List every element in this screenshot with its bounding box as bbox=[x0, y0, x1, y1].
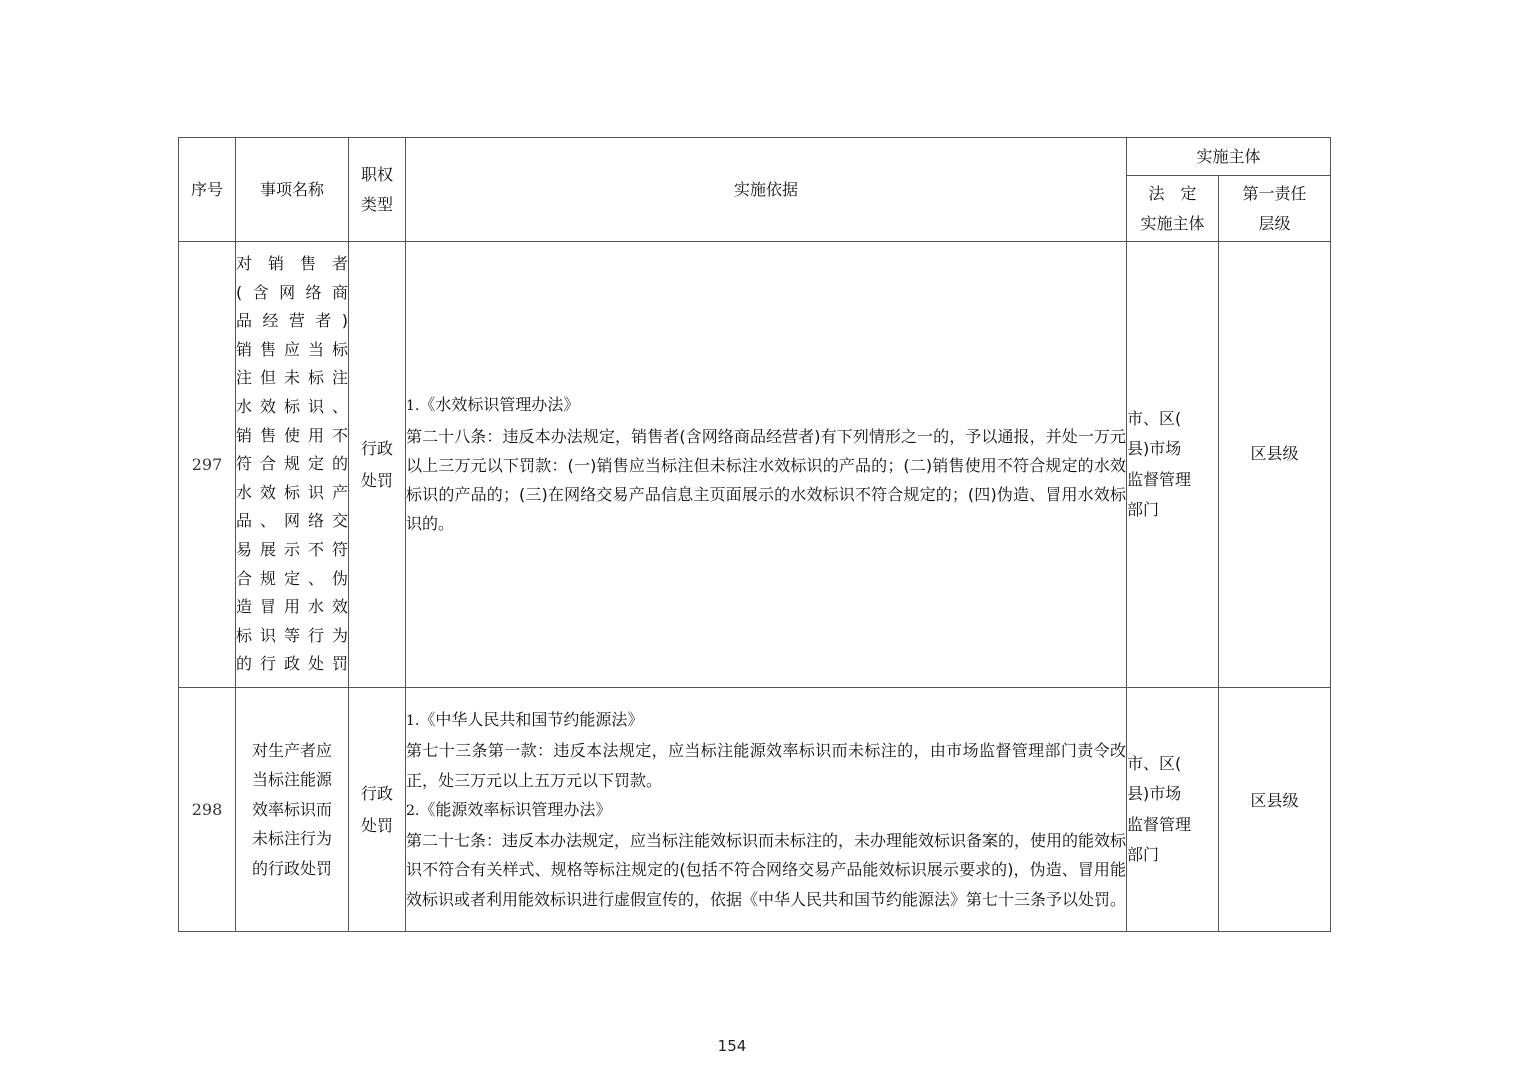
enforcement-items-table bbox=[178, 137, 1331, 932]
authority-type-line: 处罚 bbox=[360, 470, 393, 490]
item-name-line: 水效标识产 bbox=[236, 482, 348, 502]
legal-subject-line: 部门 bbox=[1127, 845, 1160, 864]
item-name-line: 效率标识而 bbox=[251, 799, 332, 819]
row-item-name bbox=[236, 688, 349, 932]
header-legal-subject-line2: 实施主体 bbox=[1140, 213, 1205, 233]
row-legal-basis bbox=[406, 688, 1127, 932]
header-level bbox=[1219, 176, 1331, 242]
header-level-line1: 第一责任 bbox=[1242, 183, 1307, 203]
legal-subject-line: 县)市场 bbox=[1127, 439, 1182, 458]
item-name-line: (含网络商 bbox=[236, 282, 348, 302]
item-name-line: 符合规定的 bbox=[236, 454, 348, 474]
basis-article-text: 第二十七条：违反本办法规定，应当标注能效标识而未标注的，未办理能效标识备案的，使用的能效标识不符合有关样式、规格等标注规定的(包括不符合网络交易产品能效标识展示要求的)，伪造、冒用能效标识或者利用能效标识进行虚假宣传的，依据《中华人民共和国节约能源法》第七十三条予以处罚。 bbox=[406, 831, 1127, 909]
item-name-line: 对生产者应 bbox=[251, 740, 332, 760]
item-name-line: 造冒用水效 bbox=[236, 597, 348, 617]
responsibility-level-text: 区县级 bbox=[1250, 791, 1299, 810]
item-name-line: 的行政处罚 bbox=[251, 858, 332, 878]
row-responsibility-level bbox=[1219, 242, 1331, 688]
responsibility-level-text: 区县级 bbox=[1250, 444, 1299, 463]
header-basis: 实施依据 bbox=[406, 138, 1127, 242]
page-number: 154 bbox=[717, 1037, 747, 1055]
row-legal-subject bbox=[1127, 242, 1219, 688]
row-item-name bbox=[236, 242, 349, 688]
item-name-line: 品经营者) bbox=[236, 311, 348, 331]
header-subject-group: 实施主体 bbox=[1127, 138, 1331, 176]
row-seq: 298 bbox=[179, 688, 236, 932]
basis-law-title: 1.《中华人民共和国节约能源法》 bbox=[406, 710, 644, 730]
item-name-line: 注但未标注 bbox=[236, 368, 348, 388]
legal-subject-line: 市、区( bbox=[1127, 408, 1182, 428]
item-name-line: 的行政处罚 bbox=[236, 654, 348, 674]
authority-type-line: 行政 bbox=[360, 783, 393, 803]
header-name: 事项名称 bbox=[236, 138, 349, 242]
row-authority-type bbox=[349, 688, 406, 932]
legal-subject-line: 县)市场 bbox=[1127, 784, 1182, 803]
table-row bbox=[179, 242, 1331, 688]
row-legal-subject bbox=[1127, 688, 1219, 932]
header-legal-subject-line1: 法 定 bbox=[1148, 183, 1197, 203]
header-type-line1: 职权 bbox=[360, 164, 393, 184]
row-responsibility-level bbox=[1219, 688, 1331, 932]
authority-type-line: 处罚 bbox=[360, 815, 393, 835]
item-name-line: 品、网络交 bbox=[236, 511, 348, 531]
legal-subject-line: 部门 bbox=[1127, 500, 1160, 519]
item-name-line: 水效标识、 bbox=[236, 397, 348, 417]
header-type bbox=[349, 138, 406, 242]
row-authority-type bbox=[349, 242, 406, 688]
legal-subject-line: 市、区( bbox=[1127, 753, 1182, 773]
item-name-line: 标识等行为 bbox=[236, 625, 348, 645]
basis-article-text: 第七十三条第一款：违反本法规定，应当标注能源效率标识而未标注的，由市场监督管理部门责令改正，处三万元以上五万元以下罚款。 bbox=[406, 741, 1126, 790]
item-name-line: 未标注行为 bbox=[251, 829, 332, 849]
authority-type-line: 行政 bbox=[360, 438, 393, 458]
header-seq: 序号 bbox=[179, 138, 236, 242]
item-name-line: 当标注能源 bbox=[251, 770, 332, 790]
legal-subject-line: 监督管理 bbox=[1127, 469, 1192, 489]
basis-law-title: 1.《水效标识管理办法》 bbox=[406, 395, 580, 415]
item-name-line: 合规定、伪 bbox=[236, 568, 348, 588]
item-name-line: 销售应当标 bbox=[236, 339, 348, 359]
item-name-line: 易展示不符 bbox=[236, 539, 348, 559]
header-row-top bbox=[179, 138, 1331, 176]
row-seq: 297 bbox=[179, 242, 236, 688]
row-legal-basis bbox=[406, 242, 1127, 688]
header-type-line2: 类型 bbox=[360, 194, 393, 214]
basis-law-title: 2.《能源效率标识管理办法》 bbox=[406, 799, 612, 819]
basis-article-text: 第二十八条：违反本办法规定，销售者(含网络商品经营者)有下列情形之一的，予以通报，并处一万元以上三万元以下罚款：(一)销售应当标注但未标注水效标识的产品的；(二)销售使用不符合规定的水效标识的产品的；(三)在网络交易产品信息主页面展示的水效标识不符合规定的；(四)伪造、冒用水效标识的。 bbox=[406, 426, 1126, 534]
item-name-line: 销售使用不 bbox=[236, 425, 348, 445]
header-legal-subject bbox=[1127, 176, 1219, 242]
header-level-line2: 层级 bbox=[1258, 213, 1291, 233]
legal-subject-line: 监督管理 bbox=[1127, 814, 1192, 834]
item-name-line: 对销售者 bbox=[236, 254, 348, 274]
table-row bbox=[179, 688, 1331, 932]
